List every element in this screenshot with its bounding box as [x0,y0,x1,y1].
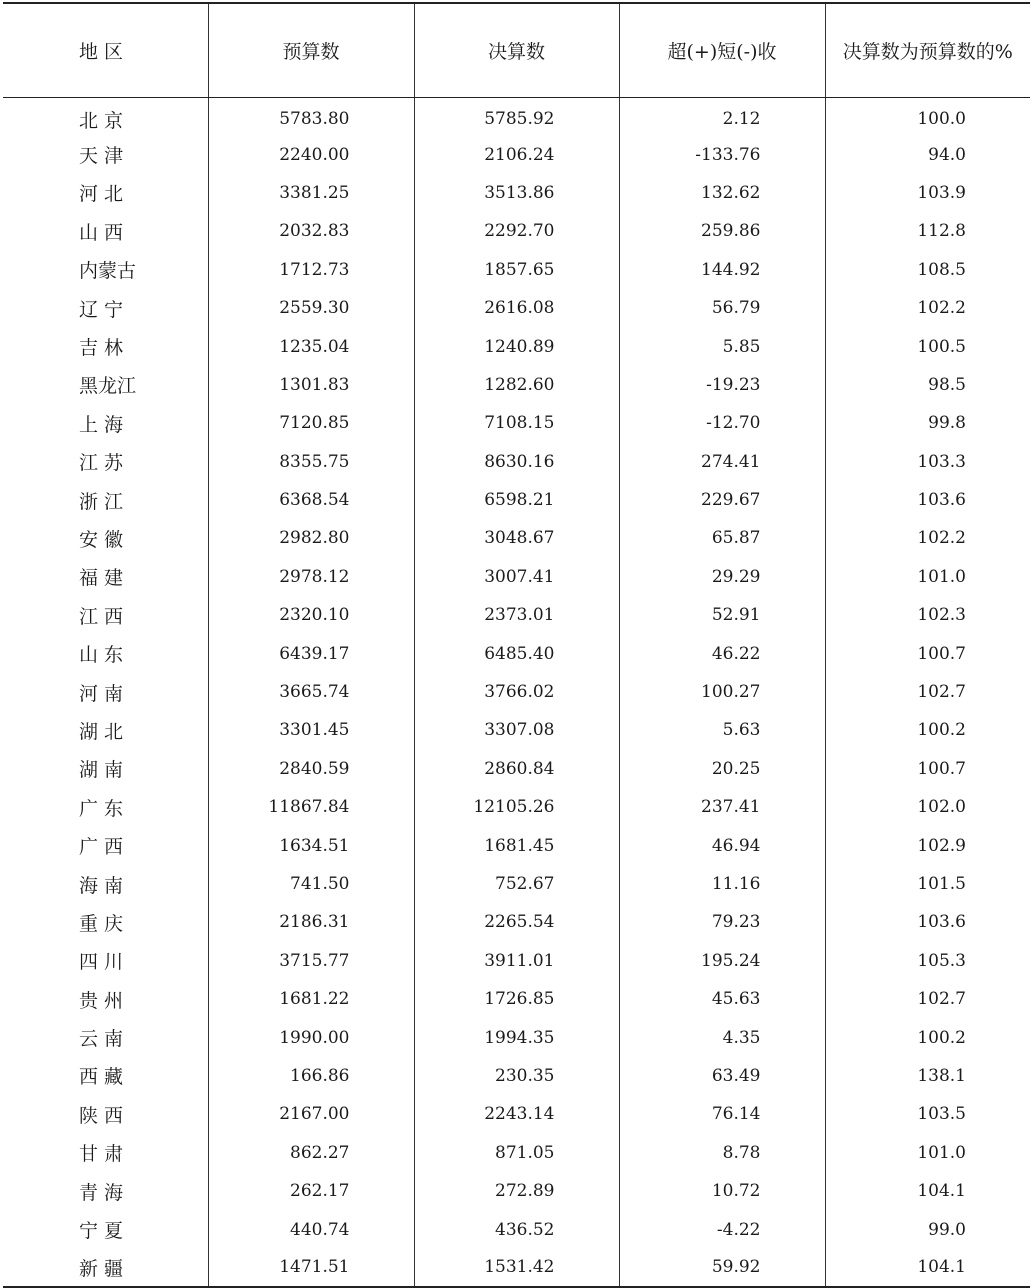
cell-pct: 98.5 [825,366,1030,404]
cell-budget: 2840.59 [208,750,414,788]
cell-budget: 2982.80 [208,519,414,557]
cell-diff: 52.91 [619,596,825,634]
table-row [3,942,1030,980]
table-row [3,634,1030,672]
cell-pct: 102.2 [825,289,1030,327]
cell-diff: 100.27 [619,673,825,711]
cell-pct: 101.0 [825,558,1030,596]
cell-region: 浙 江 [79,490,124,513]
cell-pct: 99.8 [825,404,1030,442]
cell-region: 西 藏 [79,1066,124,1089]
cell-pct: 102.2 [825,519,1030,557]
cell-final: 871.05 [414,1134,619,1172]
cell-final: 1726.85 [414,980,619,1018]
cell-final: 12105.26 [414,788,619,826]
table-row [3,135,1030,173]
cell-budget: 1712.73 [208,251,414,289]
cell-region: 河 南 [79,682,124,705]
cell-pct: 102.7 [825,980,1030,1018]
cell-region: 天 津 [79,145,124,168]
header-budget: 预算数 [208,3,414,97]
table-row [3,1057,1030,1095]
cell-final: 5785.92 [414,97,619,135]
table-row [3,1249,1030,1287]
cell-final: 436.52 [414,1210,619,1248]
cell-pct: 100.2 [825,711,1030,749]
cell-diff: 144.92 [619,251,825,289]
header-row [3,3,1030,97]
table-row [3,596,1030,634]
table-row [3,97,1030,135]
cell-final: 2243.14 [414,1095,619,1133]
cell-budget: 8355.75 [208,443,414,481]
cell-region: 上 海 [79,413,124,436]
cell-pct: 103.5 [825,1095,1030,1133]
cell-diff: 274.41 [619,443,825,481]
cell-diff: 5.85 [619,327,825,365]
table-row [3,865,1030,903]
table-row [3,1210,1030,1248]
cell-pct: 138.1 [825,1057,1030,1095]
table-row [3,711,1030,749]
cell-final: 3048.67 [414,519,619,557]
cell-pct: 102.3 [825,596,1030,634]
table-body [3,97,1030,1287]
cell-diff: -4.22 [619,1210,825,1248]
table-row [3,558,1030,596]
cell-region: 宁 夏 [79,1220,124,1243]
cell-region: 贵 州 [79,989,124,1012]
cell-region: 辽 宁 [79,298,124,321]
cell-final: 3307.08 [414,711,619,749]
cell-budget: 7120.85 [208,404,414,442]
cell-pct: 94.0 [825,135,1030,173]
cell-budget: 11867.84 [208,788,414,826]
cell-budget: 1634.51 [208,826,414,864]
cell-diff: 46.22 [619,634,825,672]
cell-final: 1282.60 [414,366,619,404]
cell-region: 陕 西 [79,1104,124,1127]
cell-pct: 105.3 [825,942,1030,980]
cell-final: 3911.01 [414,942,619,980]
cell-region: 湖 北 [79,720,124,743]
budget-final-accounts-table [3,2,1030,1288]
cell-pct: 100.7 [825,750,1030,788]
cell-final: 6598.21 [414,481,619,519]
table-row [3,1172,1030,1210]
cell-diff: -133.76 [619,135,825,173]
cell-diff: 5.63 [619,711,825,749]
table-row [3,481,1030,519]
cell-final: 2373.01 [414,596,619,634]
cell-budget: 2978.12 [208,558,414,596]
table-row [3,673,1030,711]
cell-final: 2860.84 [414,750,619,788]
cell-pct: 102.0 [825,788,1030,826]
cell-final: 2292.70 [414,212,619,250]
cell-region: 新 疆 [3,1249,208,1287]
cell-budget: 440.74 [208,1210,414,1248]
cell-budget: 3381.25 [208,174,414,212]
cell-diff: 20.25 [619,750,825,788]
cell-pct: 103.9 [825,174,1030,212]
table-row [3,404,1030,442]
table-row [3,788,1030,826]
header-final: 决算数 [414,3,619,97]
table-row [3,903,1030,941]
cell-diff: -19.23 [619,366,825,404]
cell-final: 7108.15 [414,404,619,442]
cell-final: 8630.16 [414,443,619,481]
cell-final: 272.89 [414,1172,619,1210]
cell-pct: 100.5 [825,327,1030,365]
cell-budget: 2186.31 [208,903,414,941]
cell-region: 云 南 [79,1028,124,1051]
cell-final: 3513.86 [414,174,619,212]
cell-pct: 112.8 [825,212,1030,250]
cell-budget: 2559.30 [208,289,414,327]
cell-budget: 862.27 [208,1134,414,1172]
cell-final: 1240.89 [414,327,619,365]
cell-region: 广 东 [79,797,124,820]
cell-budget: 2320.10 [208,596,414,634]
cell-diff: 65.87 [619,519,825,557]
cell-region: 北 京 [79,109,124,132]
cell-region: 湖 南 [79,759,124,782]
cell-pct: 102.9 [825,826,1030,864]
table-row [3,519,1030,557]
cell-diff: 76.14 [619,1095,825,1133]
table-header [3,3,1030,97]
table-row [3,212,1030,250]
cell-final: 6485.40 [414,634,619,672]
cell-budget: 2240.00 [208,135,414,173]
header-diff: 超(+)短(-)收 [619,3,825,97]
cell-final: 1857.65 [414,251,619,289]
cell-budget: 5783.80 [208,97,414,135]
table-row [3,1134,1030,1172]
cell-final: 1681.45 [414,826,619,864]
cell-diff: 45.63 [619,980,825,1018]
cell-diff: 4.35 [619,1018,825,1056]
cell-budget: 262.17 [208,1172,414,1210]
cell-pct: 100.7 [825,634,1030,672]
cell-budget: 2032.83 [208,212,414,250]
cell-pct: 104.1 [825,1249,1030,1287]
cell-budget: 1990.00 [208,1018,414,1056]
cell-region: 甘 肃 [79,1143,124,1166]
cell-pct: 103.6 [825,481,1030,519]
cell-pct: 100.0 [825,97,1030,135]
table-row [3,251,1030,289]
cell-final: 3766.02 [414,673,619,711]
cell-region: 福 建 [79,567,124,590]
cell-budget: 1681.22 [208,980,414,1018]
cell-pct: 104.1 [825,1172,1030,1210]
cell-diff: 46.94 [619,826,825,864]
cell-region: 内蒙古 [79,260,137,283]
cell-diff: 29.29 [619,558,825,596]
cell-budget: 1301.83 [208,366,414,404]
cell-budget: 6368.54 [208,481,414,519]
cell-region: 重 庆 [79,912,124,935]
cell-region: 黑龙江 [79,375,137,398]
cell-diff: 8.78 [619,1134,825,1172]
cell-region: 四 川 [79,951,124,974]
cell-diff: 79.23 [619,903,825,941]
table-row [3,289,1030,327]
cell-region: 海 南 [79,874,124,897]
cell-diff: 132.62 [619,174,825,212]
cell-diff: 11.16 [619,865,825,903]
cell-budget: 741.50 [208,865,414,903]
table-row [3,327,1030,365]
cell-region: 安 徽 [79,528,124,551]
cell-pct: 100.2 [825,1018,1030,1056]
cell-budget: 6439.17 [208,634,414,672]
cell-diff: 2.12 [619,97,825,135]
cell-region: 山 东 [79,644,124,667]
cell-pct: 101.5 [825,865,1030,903]
cell-diff: 229.67 [619,481,825,519]
cell-diff: 59.92 [619,1249,825,1287]
cell-final: 2106.24 [414,135,619,173]
cell-final: 2616.08 [414,289,619,327]
cell-diff: 195.24 [619,942,825,980]
cell-region: 山 西 [79,221,124,244]
cell-pct: 99.0 [825,1210,1030,1248]
cell-final: 2265.54 [414,903,619,941]
cell-final: 1994.35 [414,1018,619,1056]
table-row [3,750,1030,788]
cell-region: 广 西 [79,836,124,859]
table-row [3,443,1030,481]
cell-final: 752.67 [414,865,619,903]
cell-diff: 56.79 [619,289,825,327]
cell-budget: 2167.00 [208,1095,414,1133]
cell-budget: 3665.74 [208,673,414,711]
cell-budget: 3301.45 [208,711,414,749]
cell-final: 1531.42 [414,1249,619,1287]
cell-pct: 103.6 [825,903,1030,941]
table-row [3,980,1030,1018]
table-row [3,1095,1030,1133]
cell-region: 江 苏 [79,452,124,475]
cell-final: 230.35 [414,1057,619,1095]
table-row [3,366,1030,404]
header-region: 地 区 [3,3,208,97]
cell-pct: 101.0 [825,1134,1030,1172]
cell-diff: -12.70 [619,404,825,442]
cell-budget: 166.86 [208,1057,414,1095]
cell-pct: 102.7 [825,673,1030,711]
table-row [3,1018,1030,1056]
cell-diff: 63.49 [619,1057,825,1095]
cell-diff: 237.41 [619,788,825,826]
cell-region: 吉 林 [79,337,124,360]
cell-diff: 10.72 [619,1172,825,1210]
header-pct: 决算数为预算数的% [825,3,1030,97]
cell-budget: 3715.77 [208,942,414,980]
cell-pct: 108.5 [825,251,1030,289]
table-row [3,174,1030,212]
cell-budget: 1471.51 [208,1249,414,1287]
cell-region: 青 海 [79,1181,124,1204]
cell-pct: 103.3 [825,443,1030,481]
table-row [3,826,1030,864]
cell-final: 3007.41 [414,558,619,596]
cell-budget: 1235.04 [208,327,414,365]
cell-region: 江 西 [79,605,124,628]
cell-region: 河 北 [79,183,124,206]
cell-diff: 259.86 [619,212,825,250]
